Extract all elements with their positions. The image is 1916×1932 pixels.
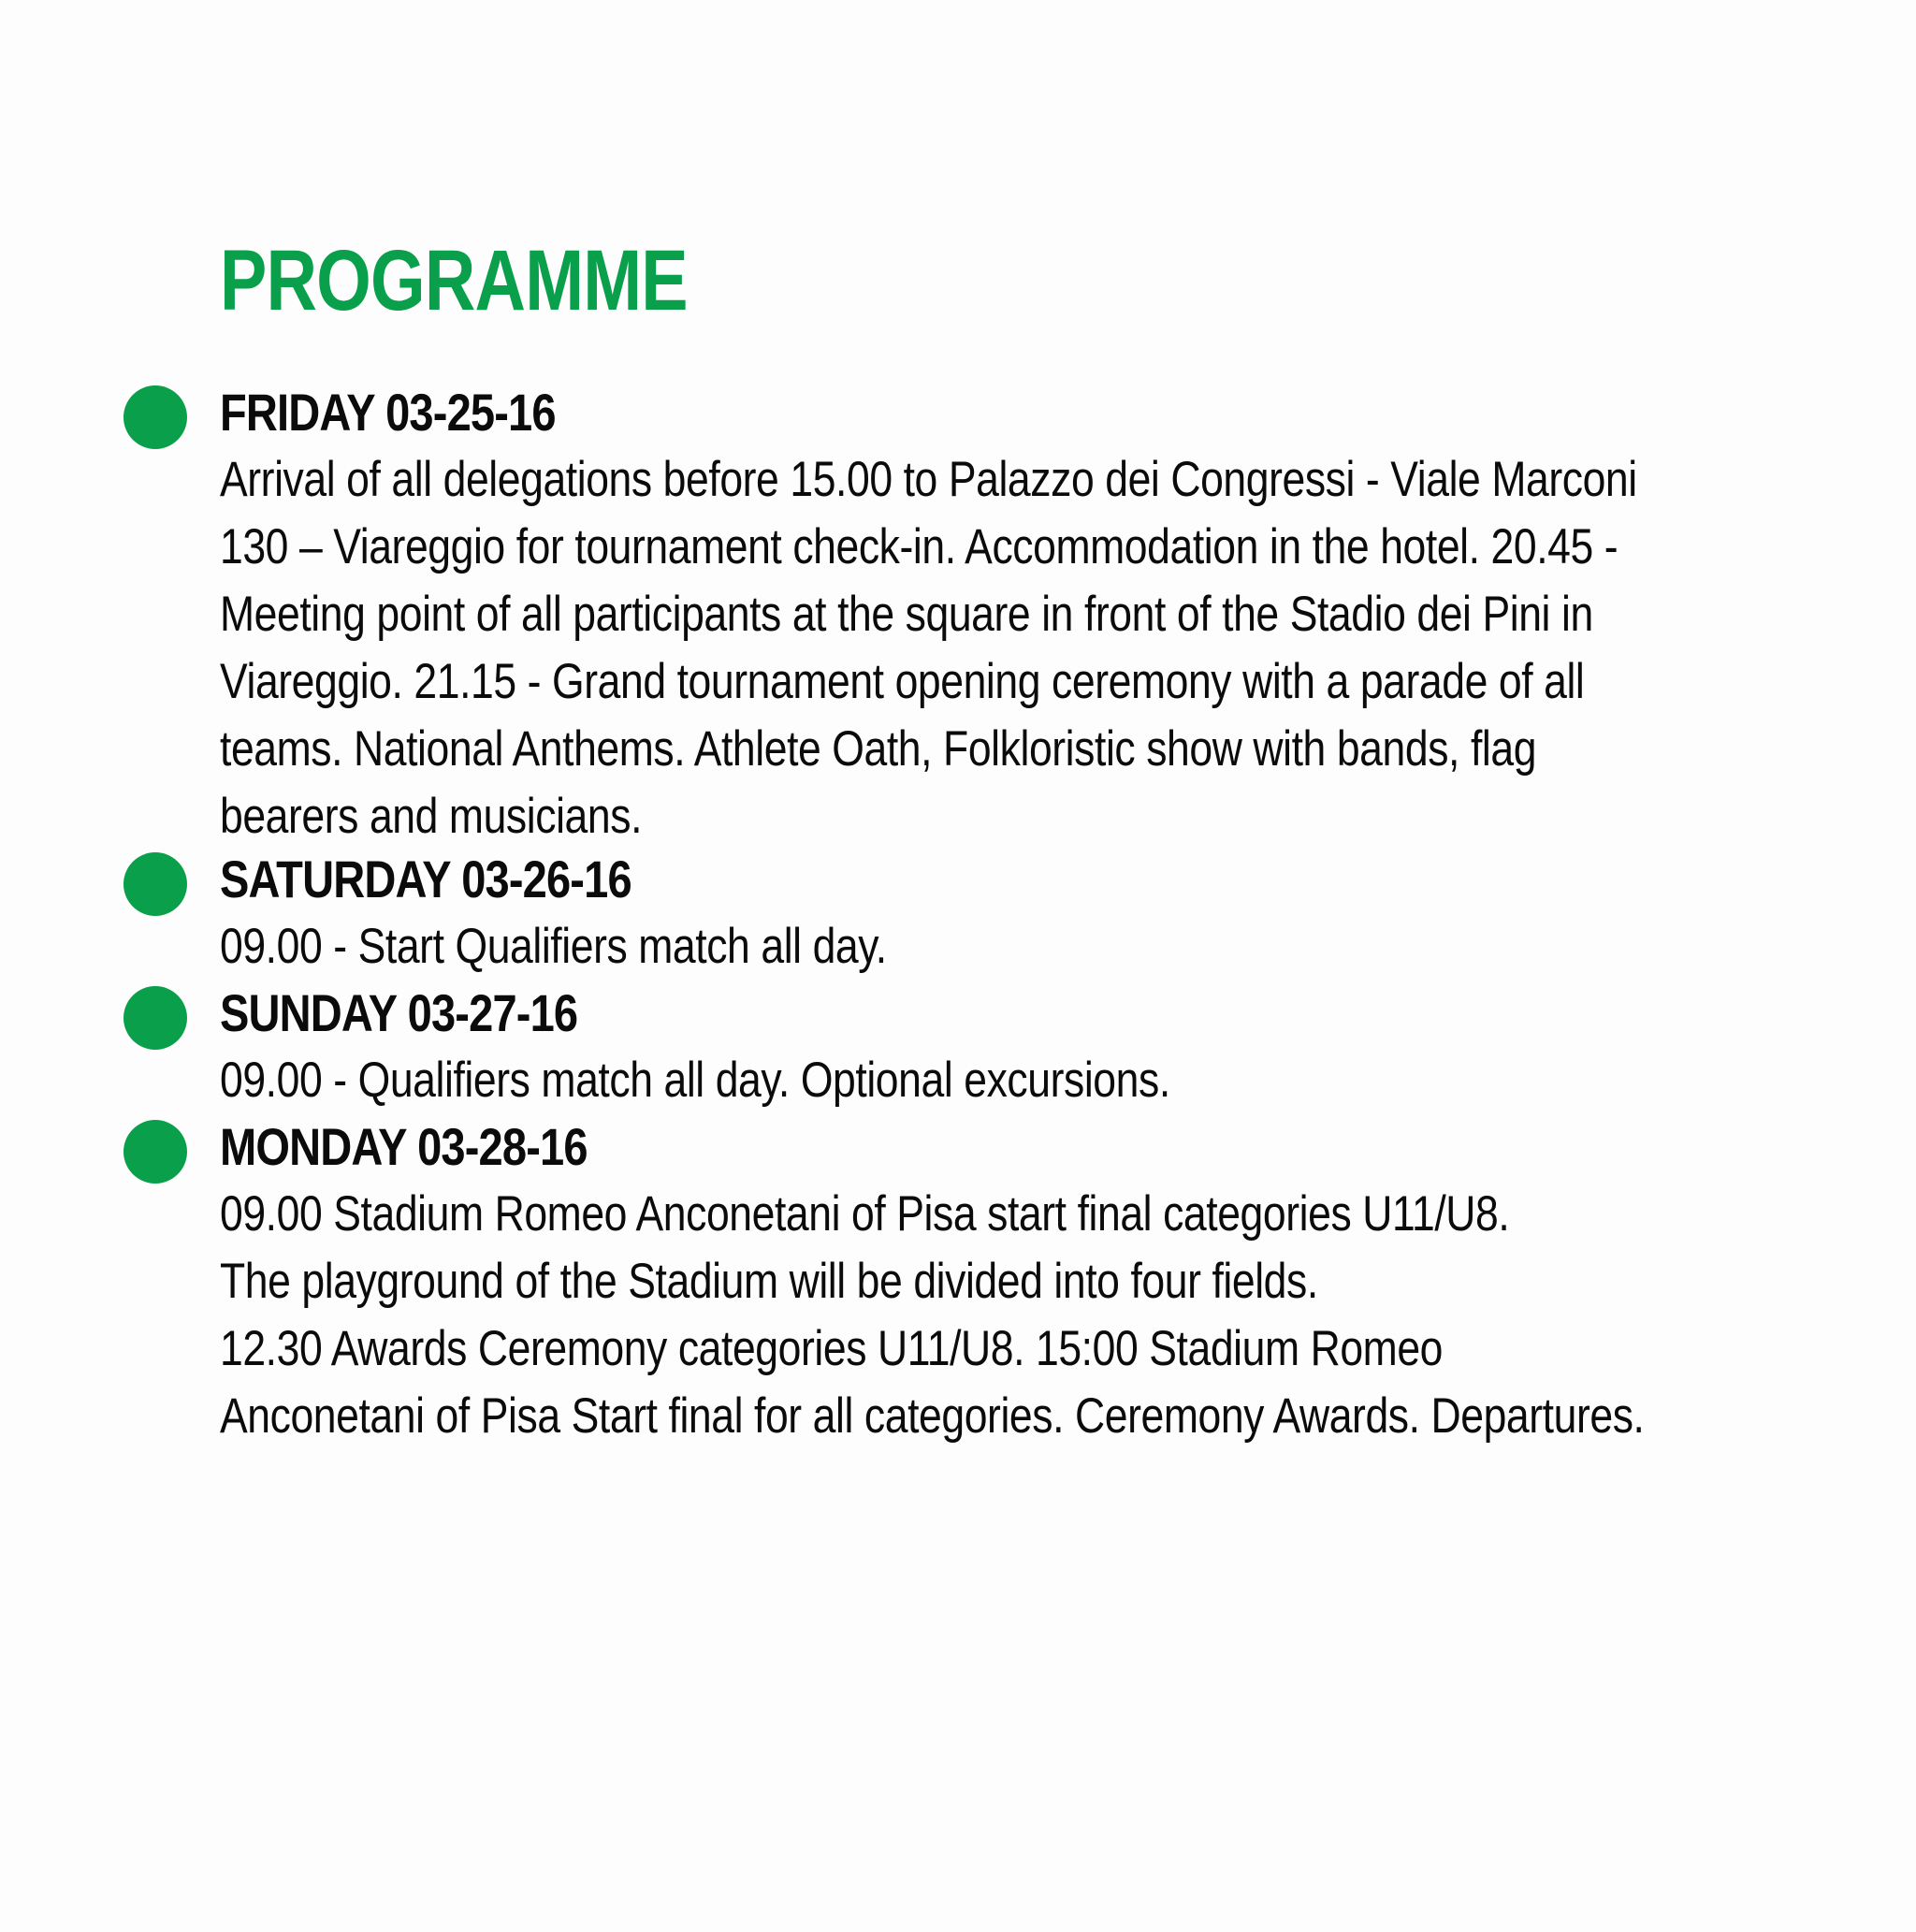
description-line: Meeting point of all participants at the square in front of the Stadio dei Pini in xyxy=(220,587,1593,642)
description-line: 09.00 - Start Qualifiers match all day. xyxy=(220,919,887,974)
green-bullet-icon xyxy=(123,385,187,449)
day-heading-sunday: SUNDAY 03-27-16 xyxy=(220,983,578,1042)
day-heading-friday: FRIDAY 03-25-16 xyxy=(220,383,556,442)
description-line: teams. National Anthems. Athlete Oath, Folkloristic show with bands, flag xyxy=(220,721,1537,777)
green-bullet-icon xyxy=(123,852,187,916)
description-line: The playground of the Stadium will be divided into four fields. xyxy=(220,1254,1318,1309)
green-bullet-icon xyxy=(123,1120,187,1184)
description-line: Viareggio. 21.15 - Grand tournament opening ceremony with a parade of all xyxy=(220,654,1585,709)
day-heading-saturday: SATURDAY 03-26-16 xyxy=(220,850,631,908)
day-description-monday xyxy=(220,1181,1916,1450)
description-line: Anconetani of Pisa Start final for all categories. Ceremony Awards. Departures. xyxy=(220,1388,1645,1444)
green-bullet-icon xyxy=(123,986,187,1050)
description-line: bearers and musicians. xyxy=(220,789,643,844)
day-description-friday xyxy=(220,446,1916,850)
day-heading-monday: MONDAY 03-28-16 xyxy=(220,1117,588,1176)
description-line: 12.30 Awards Ceremony categories U11/U8. 15:00 Stadium Romeo xyxy=(220,1321,1444,1376)
page-title: PROGRAMME xyxy=(220,233,688,328)
description-line: 09.00 Stadium Romeo Anconetani of Pisa start final categories U11/U8. xyxy=(220,1186,1510,1242)
description-line: 09.00 - Qualifiers match all day. Optional excursions. xyxy=(220,1053,1170,1108)
description-line: Arrival of all delegations before 15.00 to Palazzo dei Congressi - Viale Marconi xyxy=(220,452,1637,507)
day-description-sunday xyxy=(220,1047,1916,1114)
description-line: 130 – Viareggio for tournament check-in. Accommodation in the hotel. 20.45 - xyxy=(220,519,1618,574)
day-description-saturday xyxy=(220,913,1916,981)
